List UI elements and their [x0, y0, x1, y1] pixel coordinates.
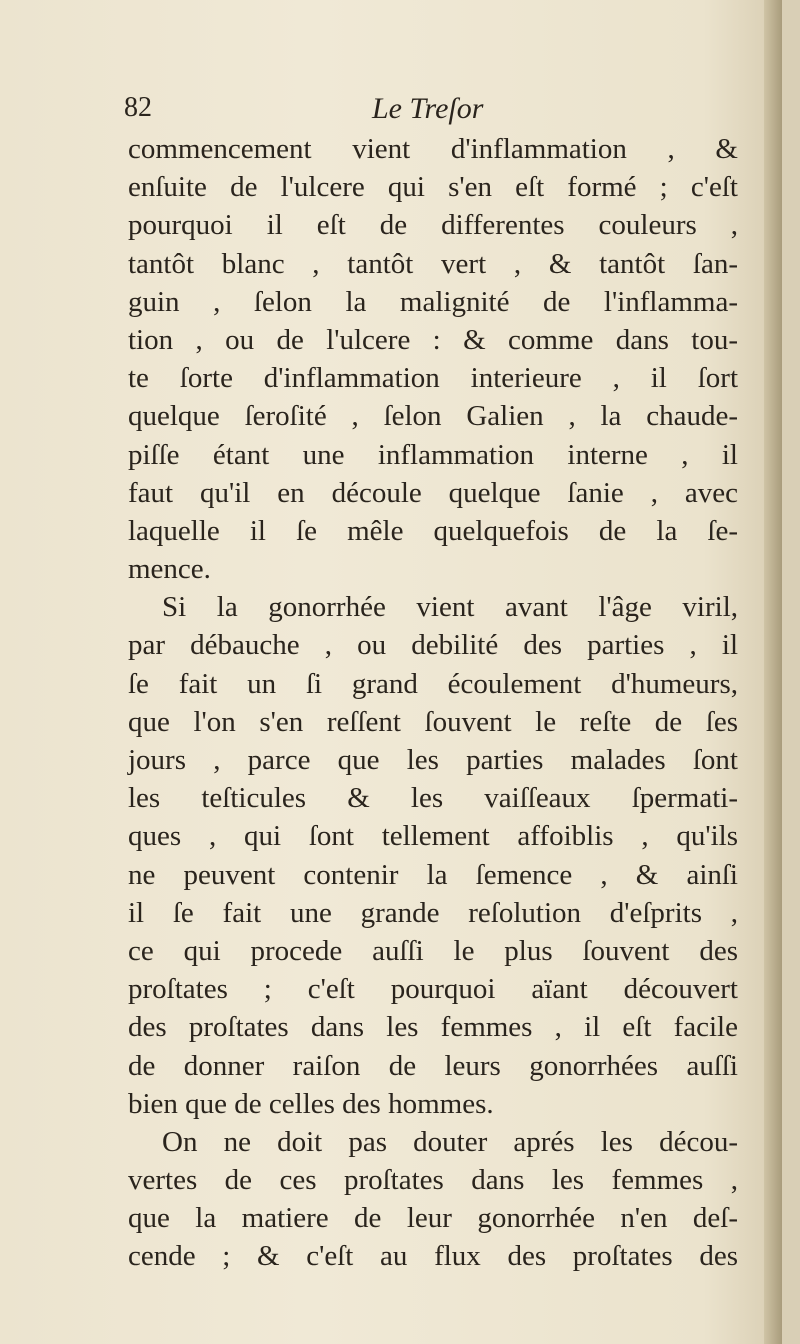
text-line: piſſe étant une inflammation interne , il: [128, 438, 738, 471]
text-line: guin , ſelon la malignité de l'inflamma-: [128, 285, 738, 318]
text-line: ques , qui ſont tellement affoiblis , qu'ils: [128, 820, 738, 853]
text-line: tion , ou de l'ulcere : & comme dans tou-: [128, 323, 738, 356]
text-line: ſe fait un ſi grand écoulement d'humeurs,: [128, 667, 738, 700]
paragraph-first-line: On ne doit pas douter aprés les décou-: [162, 1125, 738, 1158]
running-title: Le Treſor: [372, 92, 484, 125]
text-line: mence.: [128, 553, 211, 586]
text-line: vertes de ces proſtates dans les femmes ,: [128, 1164, 738, 1197]
page-header: [124, 92, 744, 132]
paragraph-first-line: Si la gonorrhée vient avant l'âge viril,: [162, 591, 738, 624]
text-line: bien que de celles des hommes.: [128, 1087, 494, 1120]
text-line: laquelle il ſe mêle quelquefois de la ſe-: [128, 514, 738, 547]
text-line: quelque ſeroſité , ſelon Galien , la chaude-: [128, 400, 738, 433]
text-line: faut qu'il en découle quelque ſanie , avec: [128, 476, 738, 509]
text-line: ce qui procede auſſi le plus ſouvent des: [128, 934, 738, 967]
text-line: commencement vient d'inflammation , &: [128, 133, 738, 165]
text-line: que la matiere de leur gonorrhée n'en deſ-: [128, 1202, 738, 1235]
text-line: des proſtates dans les femmes , il eſt facile: [128, 1011, 738, 1044]
text-line: proſtates ; c'eſt pourquoi aïant découvert: [128, 973, 738, 1006]
text-line: enſuite de l'ulcere qui s'en eſt formé ; c'eſt: [128, 171, 738, 204]
body-text: [128, 130, 738, 1276]
text-line: cende ; & c'eſt au flux des proſtates des: [128, 1240, 738, 1273]
text-line: les teſticules & les vaiſſeaux ſpermati-: [128, 782, 738, 815]
book-spine-shadow: [764, 0, 782, 1344]
text-line: ne peuvent contenir la ſemence , & ainſi: [128, 858, 738, 891]
text-line: de donner raiſon de leurs gonorrhées auſſi: [128, 1049, 738, 1082]
text-line: tantôt blanc , tantôt vert , & tantôt ſan-: [128, 247, 738, 280]
text-line: que l'on s'en reſſent ſouvent le reſte de ſes: [128, 705, 738, 738]
text-line: pourquoi il eſt de differentes couleurs ,: [128, 209, 738, 242]
text-line: te ſorte d'inflammation interieure , il ſort: [128, 362, 738, 395]
text-line: par débauche , ou debilité des parties , il: [128, 629, 738, 662]
text-line: jours , parce que les parties malades ſont: [128, 744, 738, 776]
page-number: 82: [124, 92, 152, 123]
text-line: il ſe fait une grande reſolution d'eſprits ,: [128, 896, 738, 929]
